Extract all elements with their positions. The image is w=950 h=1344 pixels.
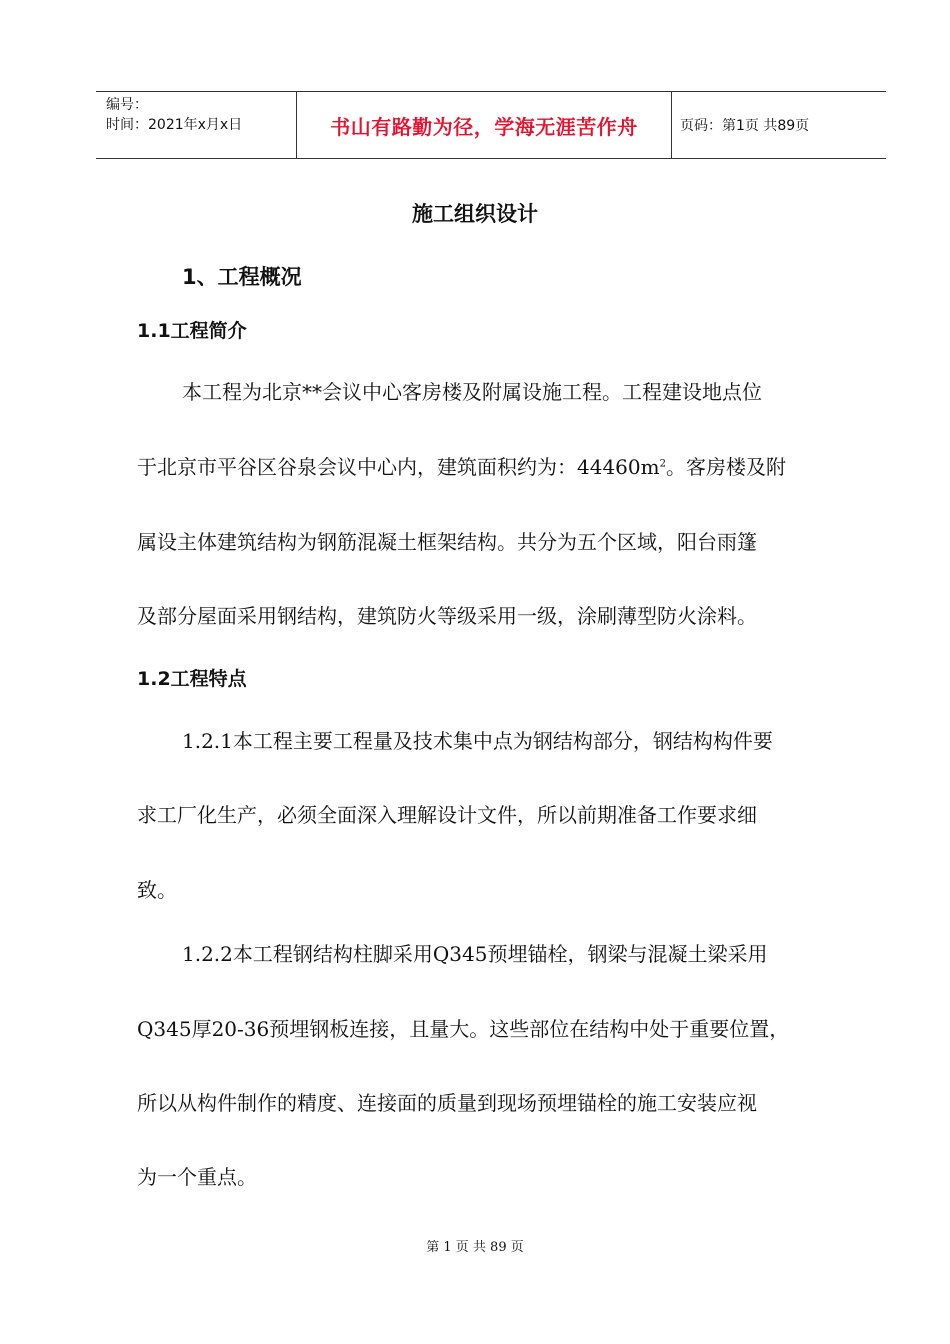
header-page-cell bbox=[672, 92, 886, 158]
paragraph-line: 本工程为北京**会议中心客房楼及附属设施工程。工程建设地点位 bbox=[182, 380, 762, 404]
paragraph-line bbox=[137, 451, 857, 480]
section-heading-1-2: 1.2工程特点 bbox=[137, 668, 247, 690]
paragraph-text: 于北京市平谷区谷泉会议中心内，建筑面积约为：44460m bbox=[137, 455, 660, 479]
header-motto-cell bbox=[297, 92, 672, 158]
header-page-info: 页码：第1页 共89页 bbox=[680, 118, 810, 134]
paragraph-line: Q345厚20-36预埋钢板连接，且量大。这些部位在结构中处于重要位置， bbox=[137, 1017, 790, 1041]
paragraph-line: 1.2.2本工程钢结构柱脚采用Q345预埋锚栓，钢梁与混凝土梁采用 bbox=[182, 942, 768, 966]
paragraph-line: 及部分屋面采用钢结构，建筑防火等级采用一级，涂刷薄型防火涂料。 bbox=[137, 604, 757, 628]
paragraph-line: 为一个重点。 bbox=[137, 1165, 257, 1189]
section-heading-1-1: 1.1工程简介 bbox=[137, 320, 247, 342]
paragraph-line: 1.2.1本工程主要工程量及技术集中点为钢结构部分，钢结构构件要 bbox=[182, 729, 773, 753]
paragraph-line: 致。 bbox=[137, 878, 177, 902]
paragraph-text: 。客房楼及附 bbox=[665, 455, 786, 479]
header-motto: 书山有路勤为径，学海无涯苦作舟 bbox=[330, 114, 638, 139]
page-footer: 第 1 页 共 89 页 bbox=[426, 1240, 524, 1255]
paragraph-line: 求工厂化生产，必须全面深入理解设计文件，所以前期准备工作要求细 bbox=[137, 803, 757, 827]
superscript-2: 2 bbox=[659, 458, 666, 470]
page-header bbox=[96, 91, 886, 159]
paragraph-line: 属设主体建筑结构为钢筋混凝土框架结构。共分为五个区域，阳台雨篷 bbox=[137, 530, 757, 554]
section-heading-1: 1、工程概况 bbox=[182, 265, 302, 289]
document-number-label: 编号： bbox=[106, 97, 148, 113]
document-title: 施工组织设计 bbox=[412, 202, 538, 226]
header-info-cell bbox=[96, 92, 297, 158]
document-time-label: 时间：2021年x月x日 bbox=[106, 117, 243, 133]
paragraph-line: 所以从构件制作的精度、连接面的质量到现场预埋锚栓的施工安装应视 bbox=[137, 1091, 757, 1115]
